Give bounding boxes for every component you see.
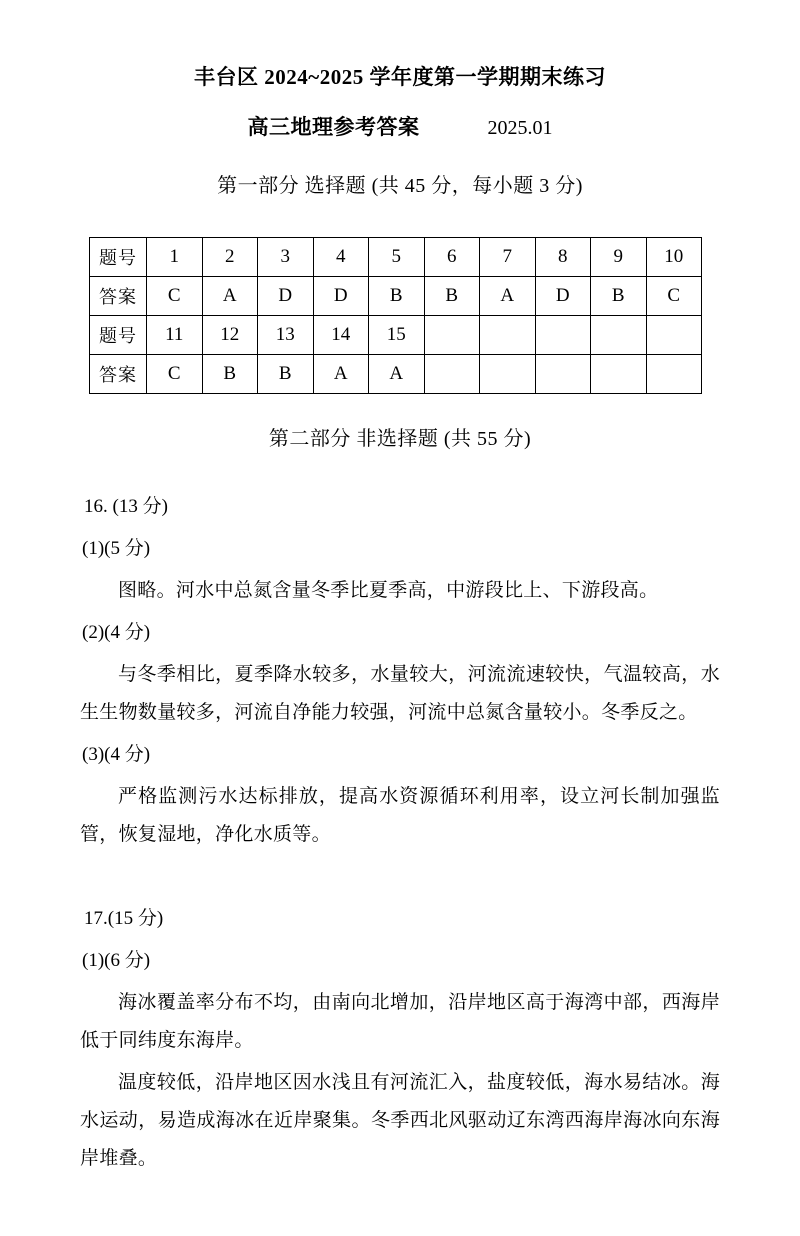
question-16: [80, 488, 720, 854]
qnum-cell: [535, 316, 591, 355]
section2-heading: 第二部分 非选择题 (共 55 分): [268, 428, 532, 450]
answer-cell: A: [202, 277, 258, 316]
qnum-cell: 13: [258, 316, 314, 355]
qnum-cell: [480, 316, 536, 355]
qnum-cell: 3: [258, 238, 314, 277]
qnum-cell: 4: [313, 238, 369, 277]
row-label: 答案: [90, 355, 147, 394]
question-16-part1-label: (1)(5 分): [82, 538, 151, 559]
answer-cell: [591, 355, 647, 394]
question-17-part1-label: (1)(6 分): [82, 950, 151, 971]
answer-cell: C: [147, 355, 203, 394]
doc-date: 2025.01: [487, 117, 553, 139]
qnum-cell: 6: [424, 238, 480, 277]
answer-cell: [535, 355, 591, 394]
table-row-qnum-1-10: [90, 238, 702, 277]
qnum-cell: 15: [369, 316, 425, 355]
question-17-part1-answer-2: 温度较低，沿岸地区因水浅且有河流汇入，盐度较低，海水易结冰。海水运动，易造成海冰在近岸聚集。冬季西北风驱动辽东湾西海岸海冰向东海岸堆叠。: [80, 1072, 720, 1169]
table-row-answers-11-15: [90, 355, 702, 394]
answer-cell: C: [646, 277, 702, 316]
qnum-cell: 8: [535, 238, 591, 277]
question-17: [80, 900, 720, 1178]
question-17-number: 17.(15 分): [84, 908, 164, 929]
answer-cell: A: [369, 355, 425, 394]
section1-heading: 第一部分 选择题 (共 45 分，每小题 3 分): [217, 175, 583, 197]
doc-title: 丰台区 2024~2025 学年度第一学期期末练习: [194, 65, 606, 89]
qnum-cell: [646, 316, 702, 355]
answer-cell: A: [480, 277, 536, 316]
answer-cell: D: [313, 277, 369, 316]
row-label: 答案: [90, 277, 147, 316]
row-label: 题号: [90, 238, 147, 277]
question-16-part3-label: (3)(4 分): [82, 744, 151, 765]
question-16-part3-answer: 严格监测污水达标排放，提高水资源循环利用率，设立河长制加强监管，恢复湿地，净化水质等。: [80, 786, 720, 845]
qnum-cell: 12: [202, 316, 258, 355]
qnum-cell: 7: [480, 238, 536, 277]
answer-cell: B: [369, 277, 425, 316]
question-16-part2-label: (2)(4 分): [82, 622, 151, 643]
doc-subtitle-row: [80, 114, 720, 143]
question-17-part1-answer-1: 海冰覆盖率分布不均，由南向北增加，沿岸地区高于海湾中部，西海岸低于同纬度东海岸。: [80, 992, 720, 1051]
answer-cell: [424, 355, 480, 394]
answer-cell: A: [313, 355, 369, 394]
row-label: 题号: [90, 316, 147, 355]
qnum-cell: 1: [147, 238, 203, 277]
question-16-number: 16. (13 分): [84, 496, 168, 517]
qnum-cell: 14: [313, 316, 369, 355]
table-row-answers-1-10: [90, 277, 702, 316]
answer-cell: B: [202, 355, 258, 394]
answer-cell: D: [535, 277, 591, 316]
answer-cell: [480, 355, 536, 394]
answer-cell: [646, 355, 702, 394]
qnum-cell: 11: [147, 316, 203, 355]
question-16-part2-answer: 与冬季相比，夏季降水较多，水量较大，河流流速较快，气温较高，水生生物数量较多，河流自净能力较强，河流中总氮含量较小。冬季反之。: [80, 664, 720, 723]
answer-cell: B: [424, 277, 480, 316]
answer-cell: B: [591, 277, 647, 316]
answer-table: [89, 237, 702, 394]
question-16-part1-answer: 图略。河水中总氮含量冬季比夏季高，中游段比上、下游段高。: [118, 580, 659, 601]
table-row-qnum-11-15: [90, 316, 702, 355]
answer-cell: C: [147, 277, 203, 316]
qnum-cell: 2: [202, 238, 258, 277]
qnum-cell: [591, 316, 647, 355]
doc-subtitle: 高三地理参考答案: [247, 115, 420, 139]
qnum-cell: [424, 316, 480, 355]
answer-cell: B: [258, 355, 314, 394]
answer-cell: D: [258, 277, 314, 316]
qnum-cell: 10: [646, 238, 702, 277]
qnum-cell: 9: [591, 238, 647, 277]
qnum-cell: 5: [369, 238, 425, 277]
